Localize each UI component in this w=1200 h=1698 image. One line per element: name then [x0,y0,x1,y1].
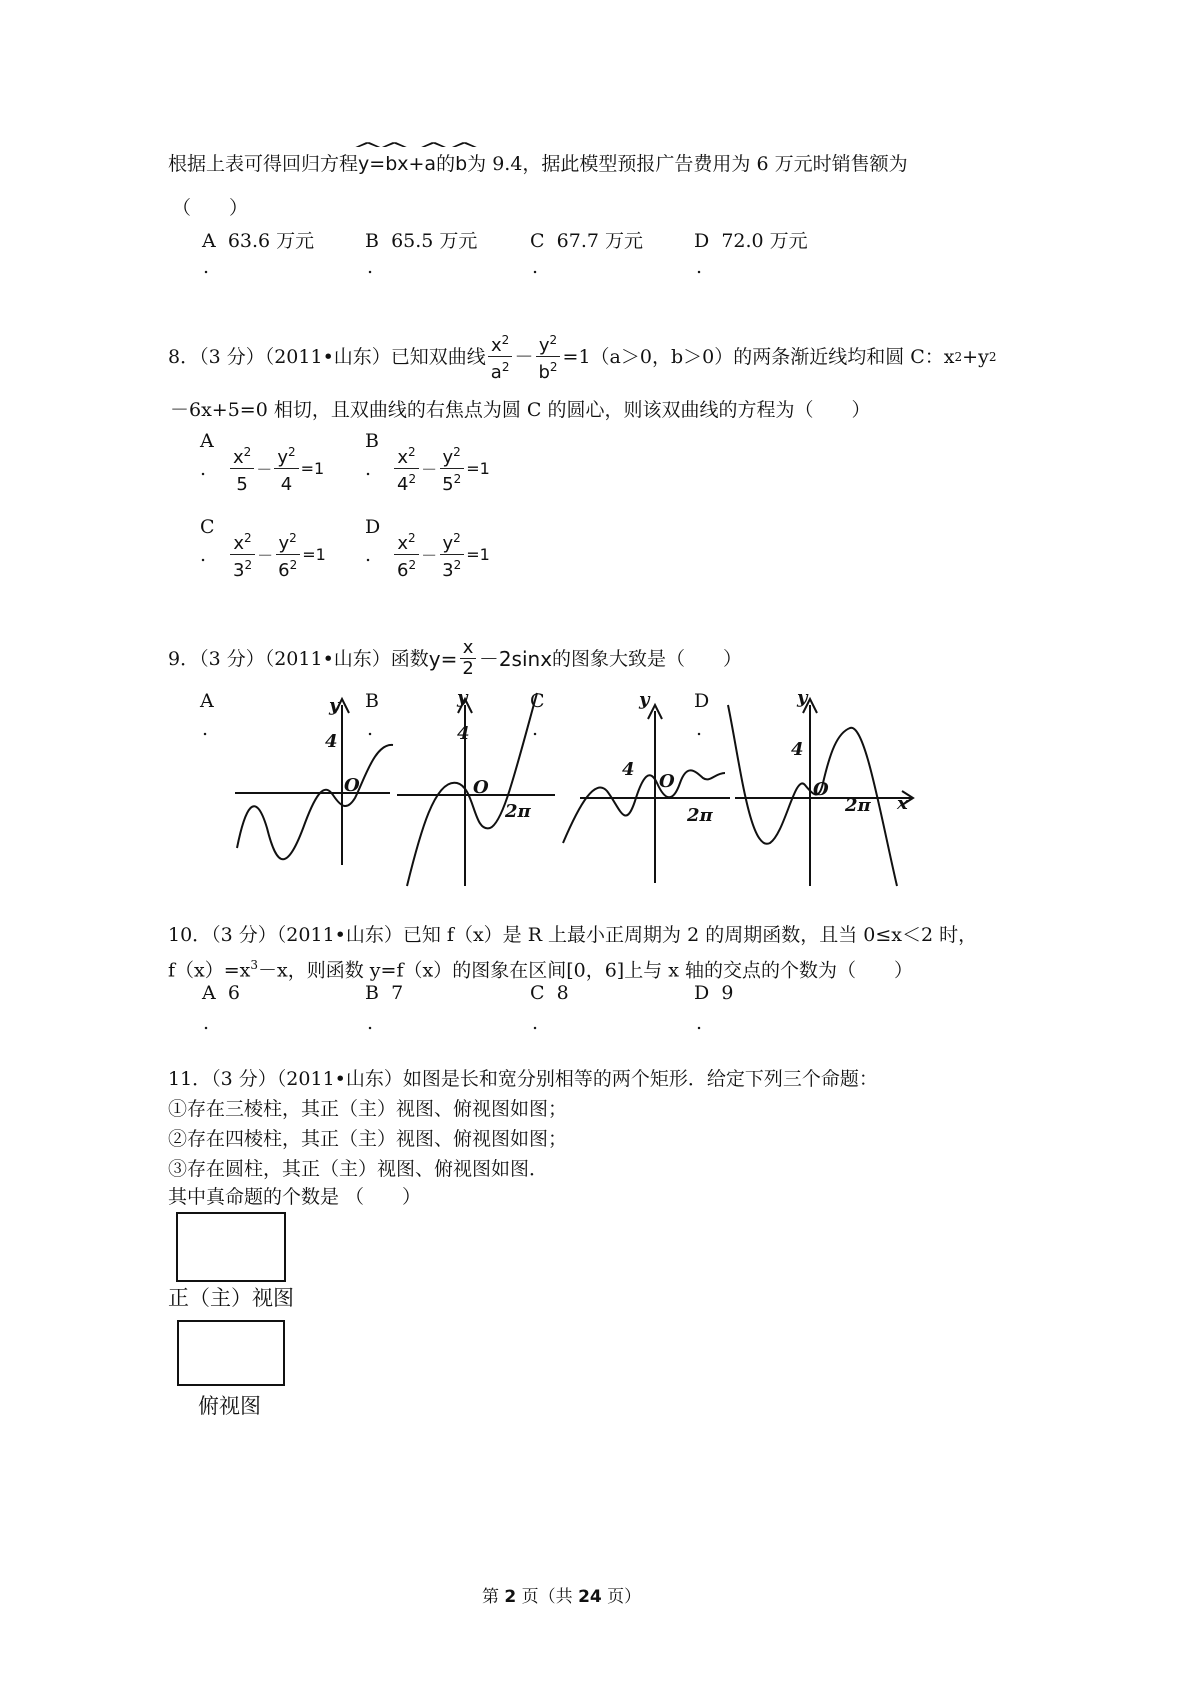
q10-option-c[interactable] [530,982,569,1004]
option-dot: . [203,256,210,278]
regression-b-hat-2: ^ b [455,152,467,176]
total-pages: 24 [578,1587,602,1607]
q8-stem [168,330,996,383]
q7-option-b[interactable] [365,226,477,253]
option-dot: . [532,718,539,740]
regression-y-hat: ^ y [358,152,369,176]
regression-a-hat: ^ a [424,152,436,176]
option-letter: A [200,430,214,452]
graph-d-x-label: x [897,793,908,814]
q8-option-a-formula: $\frac{x^2}{5}$ － $\frac{y^2}{4}$ =1 [228,442,324,495]
eq-sign: = [369,153,386,175]
page-footer [482,1582,641,1607]
graph-b-y-label: y [457,687,468,708]
graph-c-origin-label: O [659,771,675,792]
q8-option-b-formula: $\frac{x^2}{4^2}$ － $\frac{y^2}{5^2}$ =1 [392,442,490,495]
graph-d-y-label: y [797,687,808,708]
option-text: 8 [556,982,569,1004]
front-view-rectangle [176,1212,286,1282]
q8-line2: －6x+5=0 相切，且双曲线的右焦点为圆 C 的圆心，则该双曲线的方程为（ ） [170,399,871,421]
option-dot: . [532,1012,539,1034]
fn-rest: －2sinx [478,646,553,671]
sup: 2 [954,349,963,364]
q9-stem [168,638,742,679]
q9-graphs [225,683,925,893]
q11-item-3: ③存在圆柱，其正（主）视图、俯视图如图． [168,1158,549,1180]
option-dot: . [365,544,372,566]
option-letter: C [530,982,545,1004]
option-text: 9 [721,982,734,1004]
q7-option-a[interactable] [202,226,314,253]
option-letter: D [694,230,710,252]
graph-b-origin-label: O [473,777,489,798]
q10-option-a[interactable] [202,982,240,1004]
fn-y: y= [428,646,458,671]
graph-d-2pi-label: 2π [845,795,871,816]
eq-x: x+ [397,153,425,175]
option-text: 72.0 万元 [721,230,808,252]
q9-option-c[interactable]: C [530,690,545,712]
q10-line2-post: －x，则函数 y=f（x）的图象在区间[0，6]上与 x 轴的交点的个数为（ ） [258,959,913,982]
option-text: 67.7 万元 [556,230,643,252]
option-letter: C [200,516,215,538]
option-dot: . [696,256,703,278]
q9-option-b[interactable]: B [365,690,379,712]
q8-option-c-formula: $\frac{x^2}{3^2}$ － $\frac{y^2}{6^2}$ =1 [228,528,326,581]
q7-stem-pre: 根据上表可得回归方程 [168,153,359,175]
frac-x2-a2: $\frac{x^2}{a^2}$ [488,330,513,383]
q11-line1: 11．（3 分）（2011•山东）如图是长和宽分别相等的两个矩形．给定下列三个命题： [168,1068,878,1090]
q9-suffix: 的图象大致是（ ） [552,647,743,670]
q8-prefix: 8．（3 分）（2011•山东）已知双曲线 [168,345,486,368]
footer-post: 页） [607,1587,642,1607]
top-view-rectangle [177,1320,285,1386]
option-dot: . [696,718,703,740]
graph-c-y-label: y [639,689,650,710]
option-dot: . [365,458,372,480]
q8-cond-y: +y [962,345,989,368]
footer-pre: 第 [482,1587,499,1607]
q10-line1: 10．（3 分）（2011•山东）已知 f（x）是 R 上最小正周期为 2 的周期函数，且当 0≤x＜2 时， [168,924,978,946]
option-letter: A [202,230,216,252]
option-letter: D [694,982,710,1004]
q10-option-b[interactable] [365,982,403,1004]
graph-a-four-label: 4 [325,731,338,752]
q11-question: 其中真命题的个数是 （ ） [168,1186,422,1208]
minus-sign: － [514,345,534,368]
option-dot: . [367,256,374,278]
option-dot: . [532,256,539,278]
q7-stem [168,152,908,176]
option-letter: D [365,516,381,538]
graph-a [235,699,393,865]
frac-y2-b2: $\frac{y^2}{b^2}$ [535,330,560,383]
option-dot: . [203,1012,210,1034]
page-number: 2 [504,1587,517,1607]
footer-mid: 页（共 [521,1587,573,1607]
graph-d-origin-label: O [813,779,829,800]
option-letter: A [202,982,216,1004]
option-dot: . [202,718,209,740]
top-view-caption: 俯视图 [198,1394,261,1418]
q8-condition: =1（a＞0，b＞0）的两条渐近线均和圆 C：x [562,345,955,368]
sup: 2 [988,349,997,364]
option-text: 65.5 万元 [391,230,478,252]
option-letter: B [365,230,379,252]
graph-c [563,705,730,883]
frac-x-2: $\frac{x}{2}$ [459,638,476,679]
option-text: 63.6 万元 [227,230,315,252]
q9-prefix: 9．（3 分）（2011•山东）函数 [168,647,429,670]
eq-de: 的 [436,153,456,175]
q8-option-b[interactable] [365,430,379,480]
option-dot: . [696,1012,703,1034]
q8-option-a[interactable] [200,430,214,480]
graph-a-origin-label: O [344,775,360,796]
q11-item-2: ②存在四棱柱，其正（主）视图、俯视图如图； [168,1128,568,1150]
option-letter: B [365,982,379,1004]
graph-c-2pi-label: 2π [687,805,713,826]
q8-option-d-formula: $\frac{x^2}{6^2}$ － $\frac{y^2}{3^2}$ =1 [392,528,490,581]
q10-option-d[interactable] [694,982,733,1004]
option-dot: . [367,1012,374,1034]
graph-b-2pi-label: 2π [505,801,531,822]
option-dot: . [200,544,207,566]
option-dot: . [200,458,207,480]
option-letter: C [530,230,545,252]
q7-stem-post: 为 9.4，据此模型预报广告费用为 6 万元时销售额为 [467,153,908,175]
q8-option-d[interactable] [365,516,380,566]
q7-option-d[interactable] [694,226,808,253]
sup: 3 [250,958,259,972]
q9-option-d[interactable]: D [694,690,710,712]
q7-paren: （ ） [172,197,249,219]
graph-a-y-label: y [329,695,340,716]
option-text: 6 [227,982,240,1004]
q7-option-c[interactable] [530,226,643,253]
graph-d-four-label: 4 [791,739,804,760]
front-view-caption: 正（主）视图 [168,1286,294,1310]
graph-c-four-label: 4 [622,759,635,780]
regression-b-hat: ^ b [385,152,397,176]
graph-b-four-label: 4 [457,723,470,744]
q11-item-1: ①存在三棱柱，其正（主）视图、俯视图如图； [168,1098,568,1120]
option-dot: . [367,718,374,740]
q10-line2 [168,953,913,982]
q10-line2-pre: f（x）=x [168,959,251,982]
option-letter: B [365,430,379,452]
q8-option-c[interactable] [200,516,215,566]
option-text: 7 [391,982,404,1004]
q9-option-a[interactable]: A [200,690,214,712]
